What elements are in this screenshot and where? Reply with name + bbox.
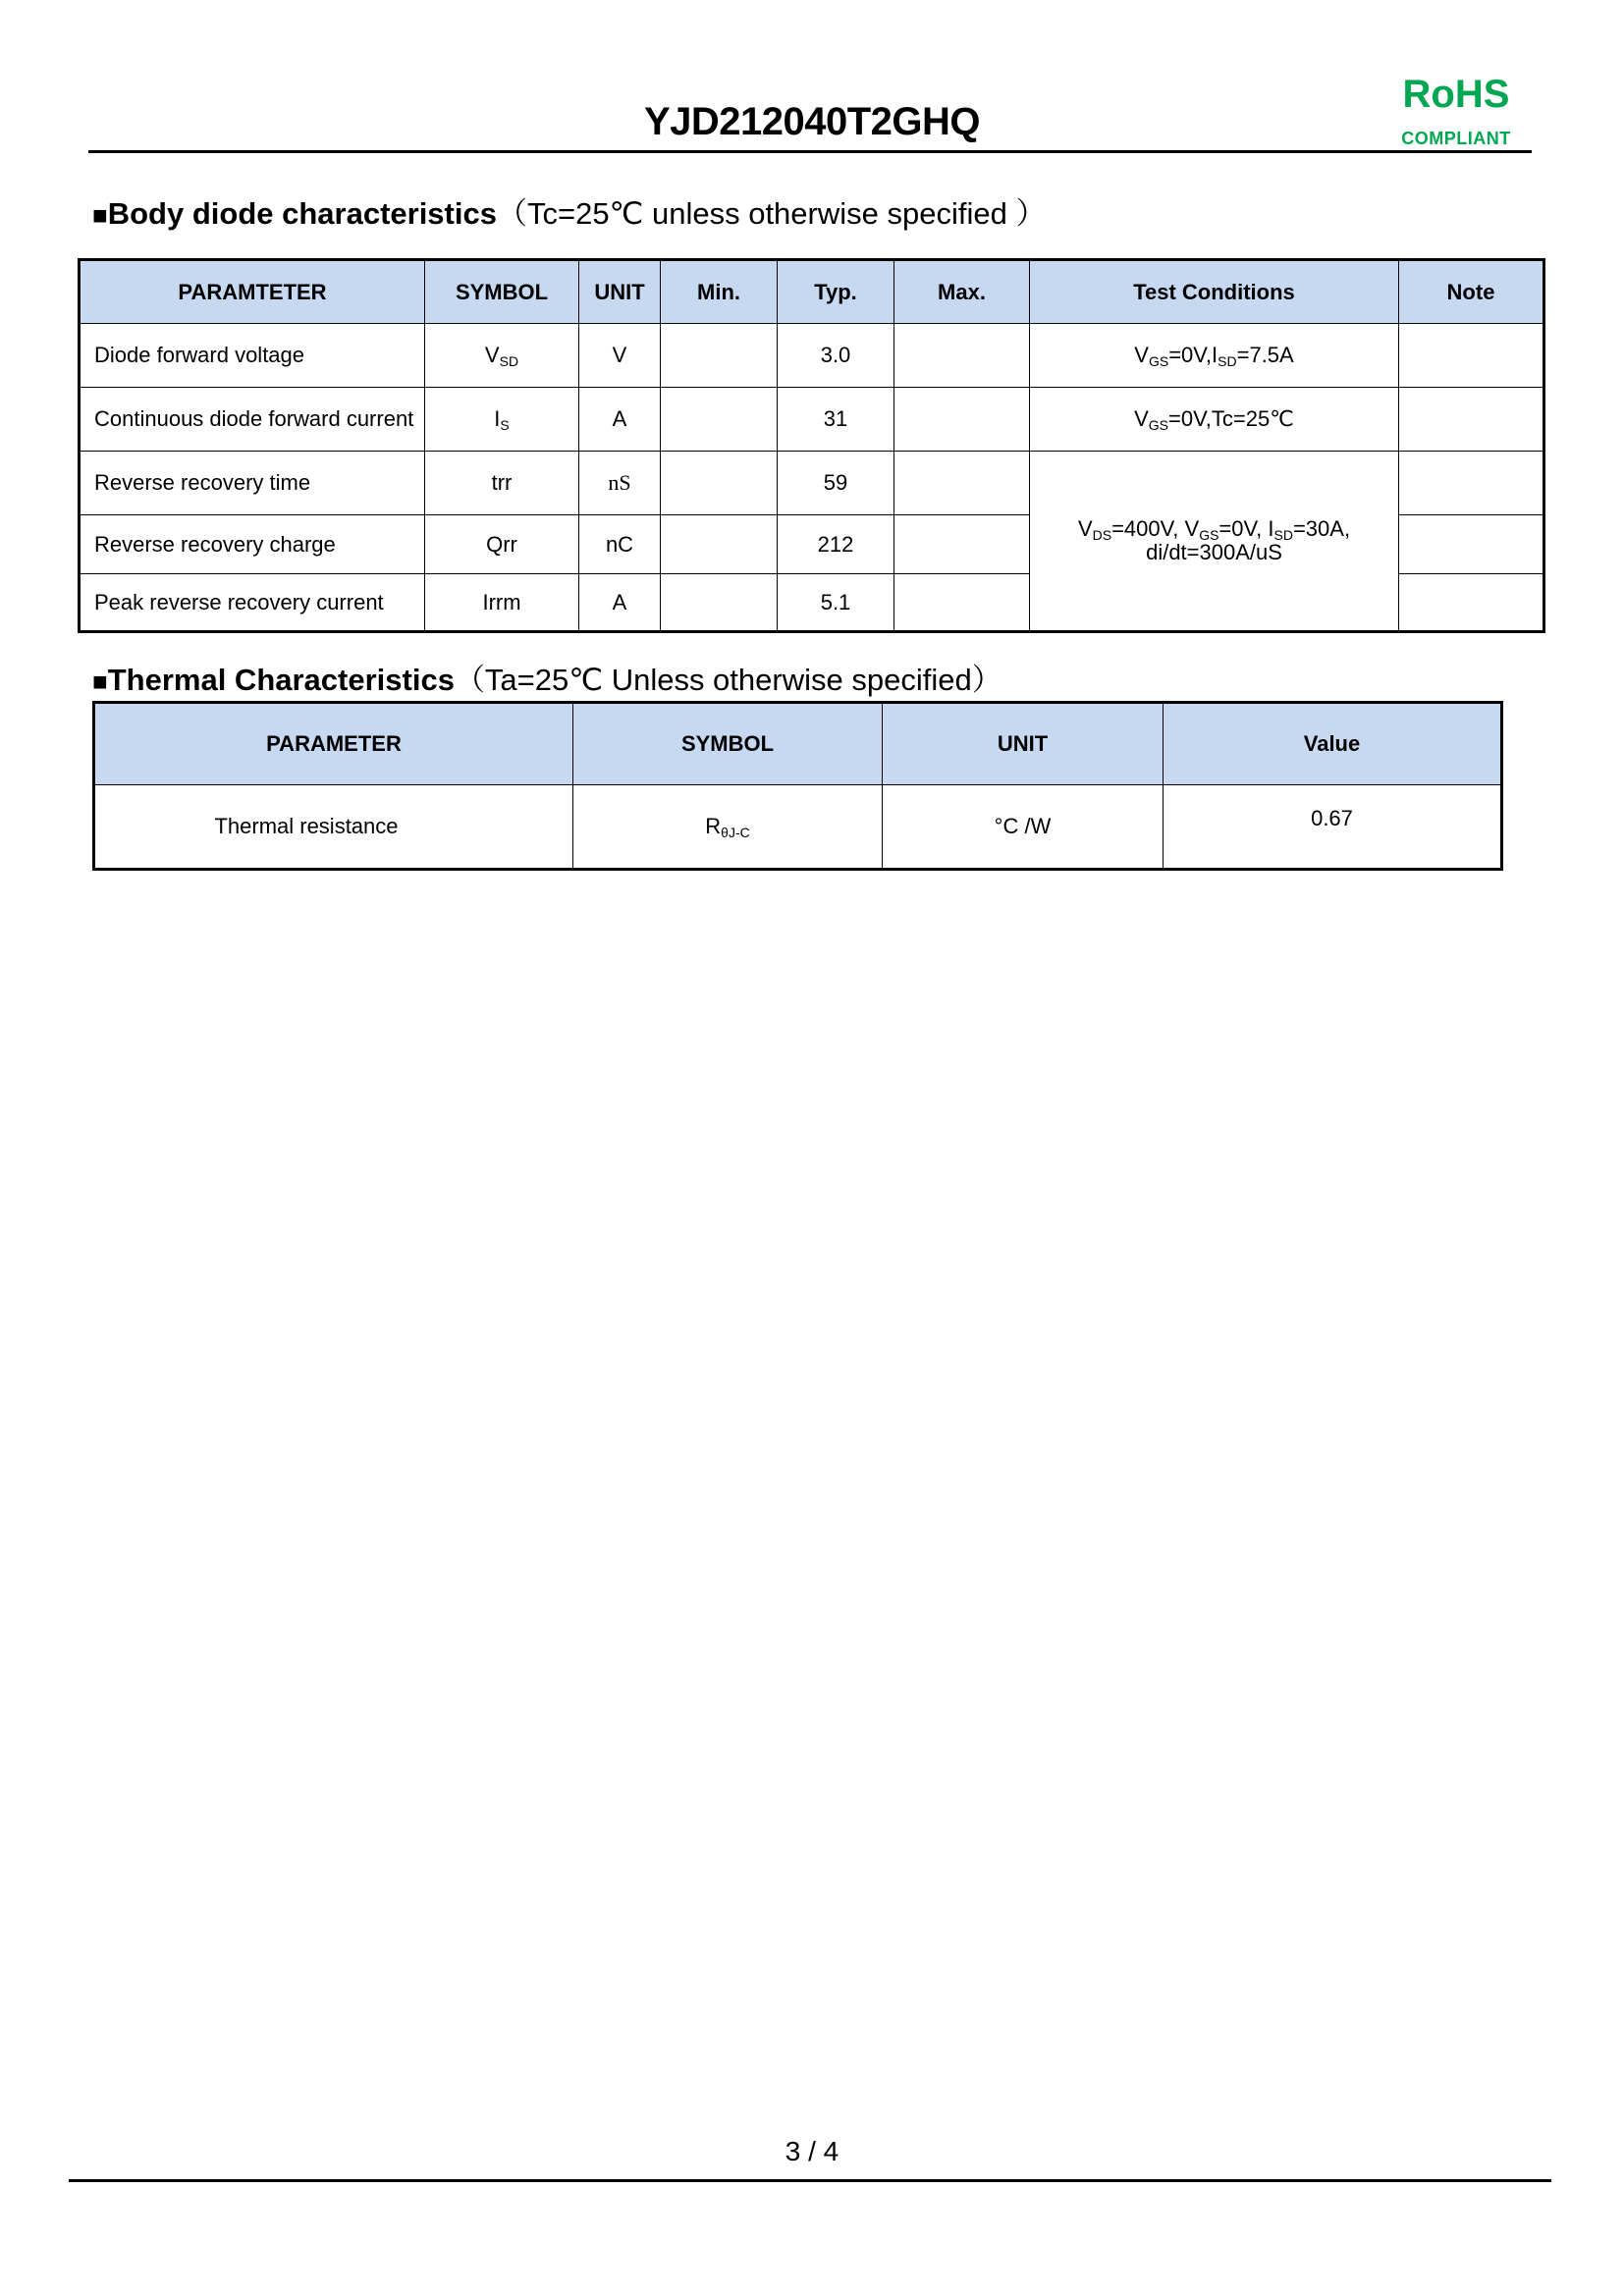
max-cell: [894, 324, 1030, 388]
typ-cell: 3.0: [778, 324, 894, 388]
note-cell: [1399, 452, 1544, 515]
parameter-cell: Peak reverse recovery current: [80, 574, 425, 632]
header-divider: [88, 150, 1532, 153]
note-cell: [1399, 515, 1544, 574]
column-header: SYMBOL: [573, 703, 883, 785]
min-cell: [661, 388, 778, 452]
footer-divider: [69, 2179, 1551, 2182]
symbol-cell: $V_{SD}$: [425, 324, 579, 388]
unit-cell: A: [579, 388, 661, 452]
unit-cell: nC: [579, 515, 661, 574]
typ-cell: 5.1: [778, 574, 894, 632]
page-number: 3 / 4: [785, 2136, 839, 2166]
max-cell: [894, 388, 1030, 452]
symbol-cell: $R_{\theta J-C}$: [573, 785, 883, 870]
body-diode-heading-condition: （Tc=25℃ unless otherwise specified ）: [496, 196, 1047, 231]
column-header: UNIT: [883, 703, 1164, 785]
table-row: [80, 324, 1544, 388]
rohs-compliant-logo: [1382, 73, 1530, 149]
thermal-heading-title: Thermal Characteristics: [107, 663, 455, 697]
max-cell: [894, 574, 1030, 632]
body-diode-table: [78, 258, 1545, 633]
max-cell: [894, 515, 1030, 574]
table-header-row: [94, 703, 1502, 785]
note-cell: [1399, 574, 1544, 632]
parameter-cell: Continuous diode forward current: [80, 388, 425, 452]
column-header: Value: [1164, 703, 1502, 785]
body-diode-heading: [92, 194, 1046, 235]
note-cell: [1399, 324, 1544, 388]
rohs-compliant-text: COMPLIANT: [1401, 129, 1511, 148]
table-row: [80, 388, 1544, 452]
column-header: Max.: [894, 260, 1030, 324]
note-cell: [1399, 388, 1544, 452]
min-cell: [661, 515, 778, 574]
symbol-cell: Qrr: [425, 515, 579, 574]
min-cell: [661, 324, 778, 388]
parameter-cell: Reverse recovery charge: [80, 515, 425, 574]
value-cell: 0.67: [1164, 785, 1502, 870]
parameter-cell: Thermal resistance: [94, 785, 573, 870]
bullet-square-icon: ■: [92, 667, 108, 696]
symbol-cell: Irrm: [425, 574, 579, 632]
test-condition-cell: $V_{DS}=400V$, $V_{GS}=0V$, $I_{SD}=30A$, di/dt=300A/uS: [1030, 452, 1399, 632]
rohs-text: RoHS: [1402, 73, 1510, 116]
column-header: Test Conditions: [1030, 260, 1399, 324]
column-header: PARAMTETER: [80, 260, 425, 324]
column-header: UNIT: [579, 260, 661, 324]
body-diode-heading-title: Body diode characteristics: [107, 196, 497, 231]
document-title: YJD212040T2GHQ: [643, 100, 981, 143]
column-header: Note: [1399, 260, 1544, 324]
symbol-cell: trr: [425, 452, 579, 515]
column-header: PARAMETER: [94, 703, 573, 785]
thermal-table: [92, 701, 1503, 871]
parameter-cell: Reverse recovery time: [80, 452, 425, 515]
parameter-cell: Diode forward voltage: [80, 324, 425, 388]
thermal-heading-condition: （Ta=25℃ Unless otherwise specified）: [454, 663, 1002, 697]
bullet-square-icon: ■: [92, 200, 108, 230]
column-header: SYMBOL: [425, 260, 579, 324]
thermal-heading: [92, 661, 1002, 701]
test-condition-cell: $V_{GS}=0V,Tc=25℃$: [1030, 388, 1399, 452]
min-cell: [661, 452, 778, 515]
min-cell: [661, 574, 778, 632]
unit-cell: °C /W: [883, 785, 1164, 870]
typ-cell: 59: [778, 452, 894, 515]
unit-cell: nS: [579, 452, 661, 515]
unit-cell: A: [579, 574, 661, 632]
column-header: Typ.: [778, 260, 894, 324]
typ-cell: 31: [778, 388, 894, 452]
test-condition-cell: $V_{GS}=0V,I_{SD}=7.5A$: [1030, 324, 1399, 388]
column-header: Min.: [661, 260, 778, 324]
table-row: [80, 452, 1544, 515]
symbol-cell: $I_S$: [425, 388, 579, 452]
table-row: [94, 785, 1502, 870]
unit-cell: V: [579, 324, 661, 388]
max-cell: [894, 452, 1030, 515]
typ-cell: 212: [778, 515, 894, 574]
table-header-row: [80, 260, 1544, 324]
